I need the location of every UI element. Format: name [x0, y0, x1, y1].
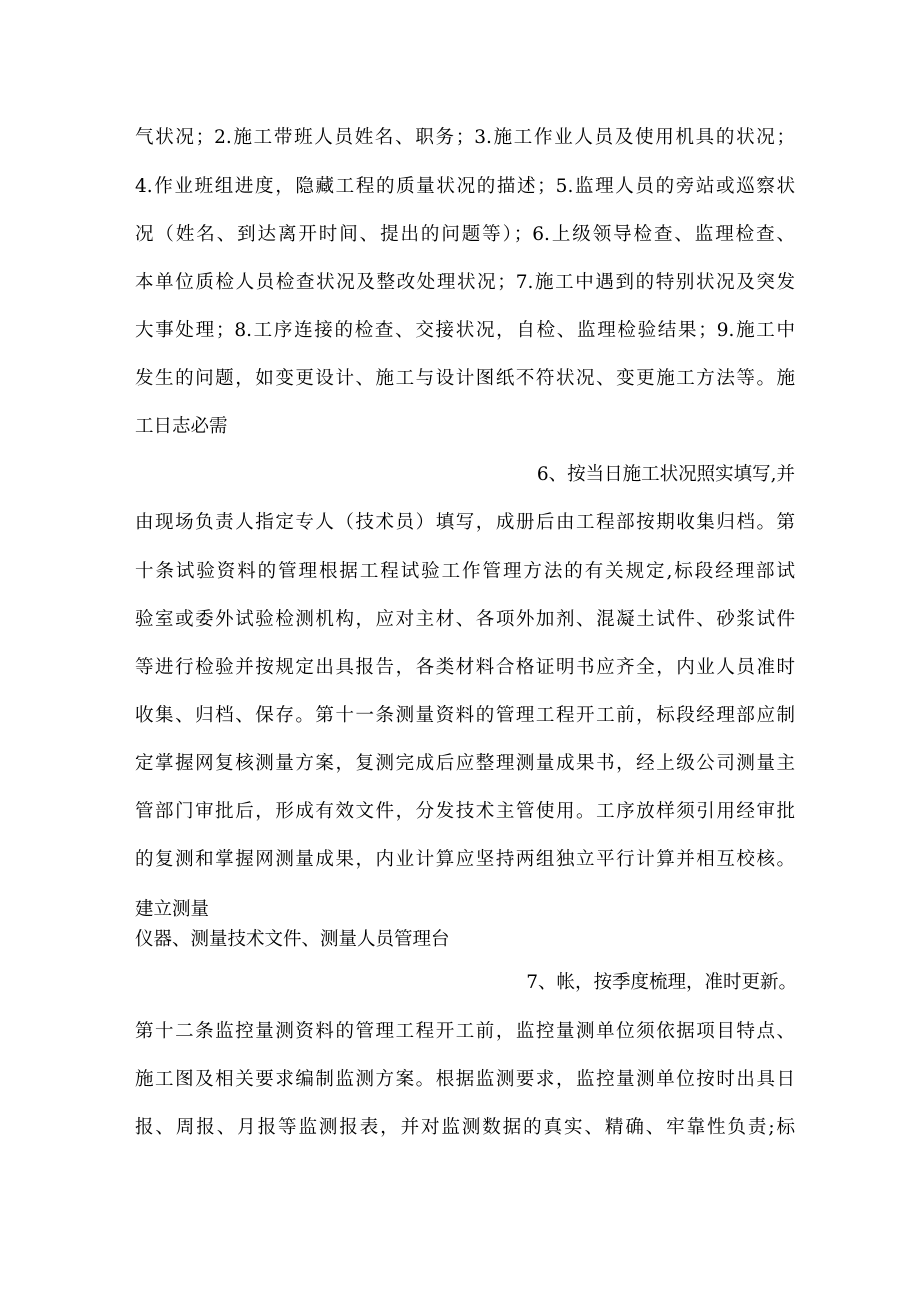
text-line-18: 仪器、测量技术文件、测量人员管理台: [135, 929, 450, 950]
text-line-3: 况（姓名、到达离开时间、提出的问题等）；6.上级领导检查、监理检查、: [135, 224, 795, 245]
text-line-17: 建立测量: [135, 899, 210, 920]
text-line-12: 等进行检验并按规定出具报告，各类材料合格证明书应齐全，内业人员准时: [135, 657, 795, 678]
text-line-7: 工日志必需: [135, 416, 228, 437]
text-line-21: 施工图及相关要求编制监测方案。根据监测要求，监控量测单位按时出具日: [135, 1069, 795, 1090]
text-line-8: 6、按当日施工状况照实填写,并: [536, 464, 795, 485]
text-line-1: 气状况；2.施工带班人员姓名、职务；3.施工作业人员及使用机具的状况；: [135, 127, 795, 148]
text-line-9: 由现场负责人指定专人（技术员）填写，成册后由工程部按期收集归档。第: [135, 512, 795, 533]
text-line-6: 发生的问题，如变更设计、施工与设计图纸不符状况、变更施工方法等。施: [135, 368, 795, 389]
text-line-20: 第十二条监控量测资料的管理工程开工前，监控量测单位须依据项目特点、: [135, 1021, 795, 1042]
text-line-4: 本单位质检人员检查状况及整改处理状况；7.施工中遇到的特别状况及突发: [135, 272, 795, 293]
text-line-5: 大事处理；8.工序连接的检查、交接状况，自检、监理检验结果；9.施工中: [135, 320, 795, 341]
text-line-16: 的复测和掌握网测量成果，内业计算应坚持两组独立平行计算并相互校核。: [135, 849, 795, 870]
text-line-10: 十条试验资料的管理根据工程试验工作管理方法的有关规定,标段经理部试: [135, 561, 795, 582]
text-line-15: 管部门审批后，形成有效文件，分发技术主管使用。工序放样须引用经审批: [135, 801, 795, 822]
text-line-19: 7、帐，按季度梳理，准时更新。: [526, 972, 797, 993]
text-line-22: 报、周报、月报等监测报表，并对监测数据的真实、精确、牢靠性负责;标: [135, 1117, 795, 1138]
text-line-2: 4.作业班组进度，隐藏工程的质量状况的描述；5.监理人员的旁站或巡察状: [135, 176, 795, 197]
text-line-14: 定掌握网复核测量方案，复测完成后应整理测量成果书，经上级公司测量主: [135, 753, 795, 774]
text-line-11: 验室或委外试验检测机构，应对主材、各项外加剂、混凝土试件、砂浆试件: [135, 609, 795, 630]
text-line-13: 收集、归档、保存。第十一条测量资料的管理工程开工前，标段经理部应制: [135, 705, 795, 726]
